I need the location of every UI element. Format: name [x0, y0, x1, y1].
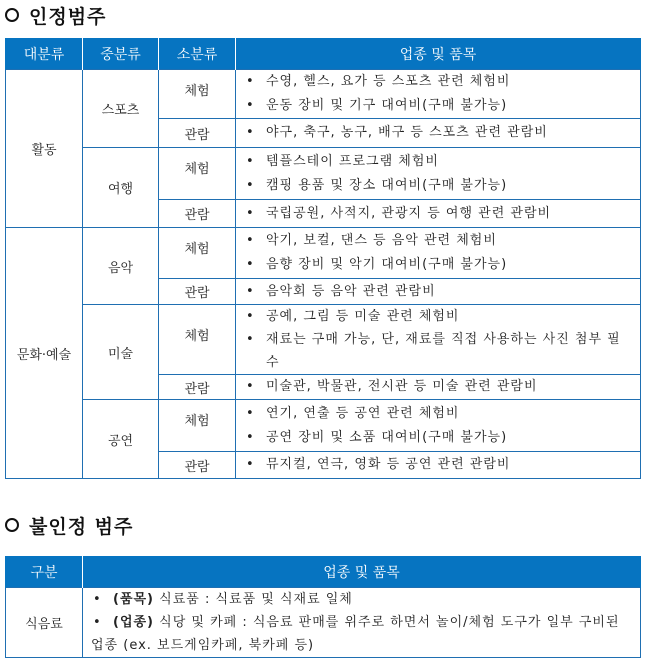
list-item: • 연기, 연출 등 공연 관련 체험비 — [244, 402, 632, 426]
middle-category-cell: 공연 — [83, 400, 159, 479]
items-cell — [236, 70, 641, 119]
section-title-unrecognized — [5, 512, 133, 538]
list-item: • 뮤지컬, 연극, 영화 등 공연 관련 관람비 — [244, 453, 632, 477]
list-item: • 공예, 그림 등 미술 관련 체험비 — [244, 305, 632, 328]
major-category-cell: 문화·예술 — [6, 228, 83, 479]
unrecognized-category-table — [5, 556, 641, 658]
header-major: 대분류 — [6, 39, 83, 70]
recognized-category-table — [5, 38, 641, 479]
middle-category-cell: 음악 — [83, 228, 159, 305]
items-cell — [236, 375, 641, 400]
list-item: • 음악회 등 음악 관련 관람비 — [244, 280, 632, 304]
section-title-text: 인정범주 — [29, 5, 107, 28]
table-row — [6, 228, 641, 279]
list-item: • 템플스테이 프로그램 체험비 — [244, 150, 632, 174]
table-row — [6, 400, 641, 452]
items-cell — [236, 119, 641, 148]
item-text: 식당 및 카페 : 식음료 판매를 위주로 하면서 놀이/체험 도구가 일부 구비된 업종 (ex. 보드게임카페, 북카페 등) — [91, 615, 620, 653]
list-item — [91, 611, 634, 657]
items-cell — [236, 400, 641, 452]
items-cell — [236, 148, 641, 200]
list-item: • 야구, 축구, 농구, 배구 등 스포츠 관련 관람비 — [244, 121, 632, 145]
sub-category-cell: 관람 — [159, 119, 236, 148]
sub-category-cell: 관람 — [159, 279, 236, 305]
item-tag: (품목) — [113, 592, 154, 607]
header-sub: 소분류 — [159, 39, 236, 70]
list-item: • 악기, 보컬, 댄스 등 음악 관련 체험비 — [244, 229, 632, 253]
section-title-recognized — [5, 2, 106, 28]
middle-category-cell: 여행 — [83, 148, 159, 228]
table-row — [6, 588, 641, 658]
middle-category-cell: 미술 — [83, 305, 159, 400]
table-header-row — [6, 39, 641, 70]
items-cell — [236, 452, 641, 479]
section-title-text: 불인정 범주 — [29, 515, 134, 538]
item-tag: (업종) — [113, 615, 154, 630]
list-item: • 국립공원, 사적지, 관광지 등 여행 관련 관람비 — [244, 202, 632, 226]
table-row — [6, 305, 641, 375]
sub-category-cell: 체험 — [159, 70, 236, 119]
list-item: • 재료는 구매 가능, 단, 재료를 직접 사용하는 사진 첨부 필수 — [244, 328, 632, 374]
sub-category-cell: 관람 — [159, 200, 236, 228]
table-row — [6, 148, 641, 200]
item-text: 식료품 : 식료품 및 식재료 일체 — [154, 592, 353, 607]
list-item: • 음향 장비 및 악기 대여비(구매 불가능) — [244, 253, 632, 277]
middle-category-cell: 스포츠 — [83, 70, 159, 148]
list-item: • 수영, 헬스, 요가 등 스포츠 관련 체험비 — [244, 70, 632, 94]
sub-category-cell: 체험 — [159, 148, 236, 200]
sub-category-cell: 관람 — [159, 452, 236, 479]
table-row — [6, 70, 641, 119]
circle-bullet-icon — [5, 518, 19, 532]
items-cell — [236, 200, 641, 228]
header-middle: 중분류 — [83, 39, 159, 70]
major-category-cell: 활동 — [6, 70, 83, 228]
sub-category-cell: 체험 — [159, 305, 236, 375]
header-items: 업종 및 품목 — [83, 557, 641, 588]
list-item: • 공연 장비 및 소품 대여비(구매 불가능) — [244, 426, 632, 450]
sub-category-cell: 관람 — [159, 375, 236, 400]
list-item: • 운동 장비 및 기구 대여비(구매 불가능) — [244, 94, 632, 118]
circle-bullet-icon — [5, 8, 19, 22]
sub-category-cell: 체험 — [159, 400, 236, 452]
list-item — [91, 588, 634, 611]
list-item: • 캠핑 용품 및 장소 대여비(구매 불가능) — [244, 174, 632, 198]
header-category: 구분 — [6, 557, 83, 588]
category-cell: 식음료 — [6, 588, 83, 658]
sub-category-cell: 체험 — [159, 228, 236, 279]
table-header-row — [6, 557, 641, 588]
items-cell — [236, 228, 641, 279]
header-items: 업종 및 품목 — [236, 39, 641, 70]
items-cell — [83, 588, 641, 658]
items-cell — [236, 305, 641, 375]
items-cell — [236, 279, 641, 305]
list-item: • 미술관, 박물관, 전시관 등 미술 관련 관람비 — [244, 375, 632, 399]
